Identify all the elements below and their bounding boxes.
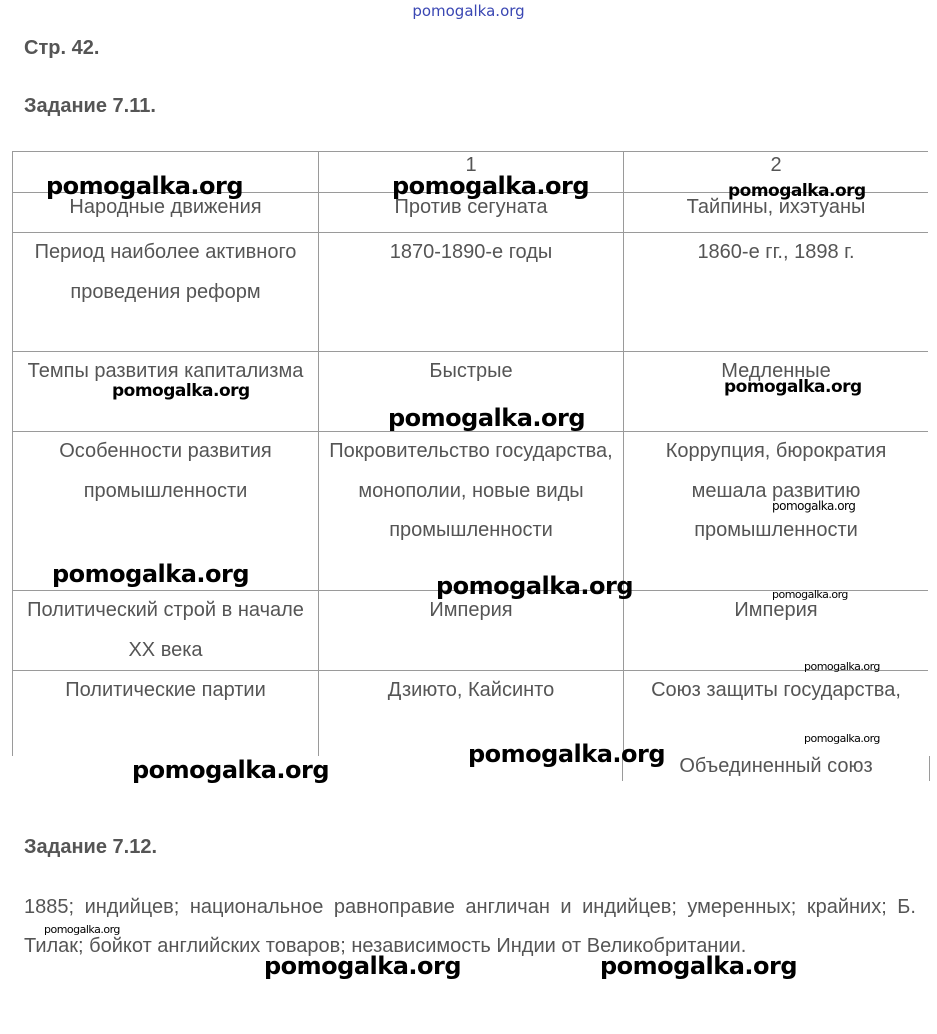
table-cell: Империя [319,591,624,671]
table-cell: Быстрые [319,352,624,432]
watermark: pomogalka.org [772,588,848,601]
table-row [13,591,929,671]
table-cell: Тайпины, ихэтуаны [624,193,929,233]
watermark: pomogalka.org [600,952,798,980]
row-label: Народные движения [13,193,319,233]
table-cell: Дзиюто, Кайсинто [319,671,624,757]
watermark: pomogalka.org [46,172,244,200]
table-cell-overflow-text: Объединенный союз [622,756,930,781]
watermark: pomogalka.org [388,404,586,432]
site-header-watermark[interactable]: pomogalka.org [412,2,525,20]
table-cell: 1870-1890-е годы [319,233,624,352]
watermark: pomogalka.org [804,660,880,673]
watermark: pomogalka.org [264,952,462,980]
watermark: pomogalka.org [44,923,120,936]
comparison-table-container [12,151,928,756]
comparison-table [12,151,928,756]
row-label: Период наиболее активного проведения реформ [13,233,319,352]
table-cell: Против сегуната [319,193,624,233]
table-row [13,233,929,352]
row-label: Темпы развития капитализма [13,352,319,432]
watermark: pomogalka.org [132,756,330,784]
watermark: pomogalka.org [804,732,880,745]
row-label: Политические партии [13,671,319,757]
watermark: pomogalka.org [112,381,250,401]
watermark: pomogalka.org [468,740,666,768]
table-cell: Покровительство государства, монополии, новые виды промышленности [319,432,624,591]
watermark: pomogalka.org [52,560,250,588]
header-cell-2: 2 [624,152,929,193]
task-7-12-answer: 1885; индийцев; национальное равноправие англичан и индийцев; умеренных; крайних; Б. Тилак; бойкот английских товаров; независимость Индии от Великобритании. [24,896,916,957]
table-cell: Империя [624,591,929,671]
watermark: pomogalka.org [436,572,634,600]
row-label: Политический строй в начале XX века [13,591,319,671]
watermark: pomogalka.org [392,172,590,200]
header-cell-1: 1 [319,152,624,193]
task-7-11-title: Задание 7.11. [24,95,156,117]
watermark: pomogalka.org [724,377,862,397]
row-label: Особенности развития промышленности [13,432,319,591]
page-number: Стр. 42. [24,37,100,59]
table-cell: Коррупция, бюрократия мешала развитию промышленности [624,432,929,591]
task-7-12-title: Задание 7.12. [24,836,158,858]
table-cell: 1860-е гг., 1898 г. [624,233,929,352]
table-cell: Союз защиты государства, [624,671,929,757]
watermark: pomogalka.org [728,181,866,201]
table-cell: Медленные [624,352,929,432]
watermark: pomogalka.org [772,499,856,513]
